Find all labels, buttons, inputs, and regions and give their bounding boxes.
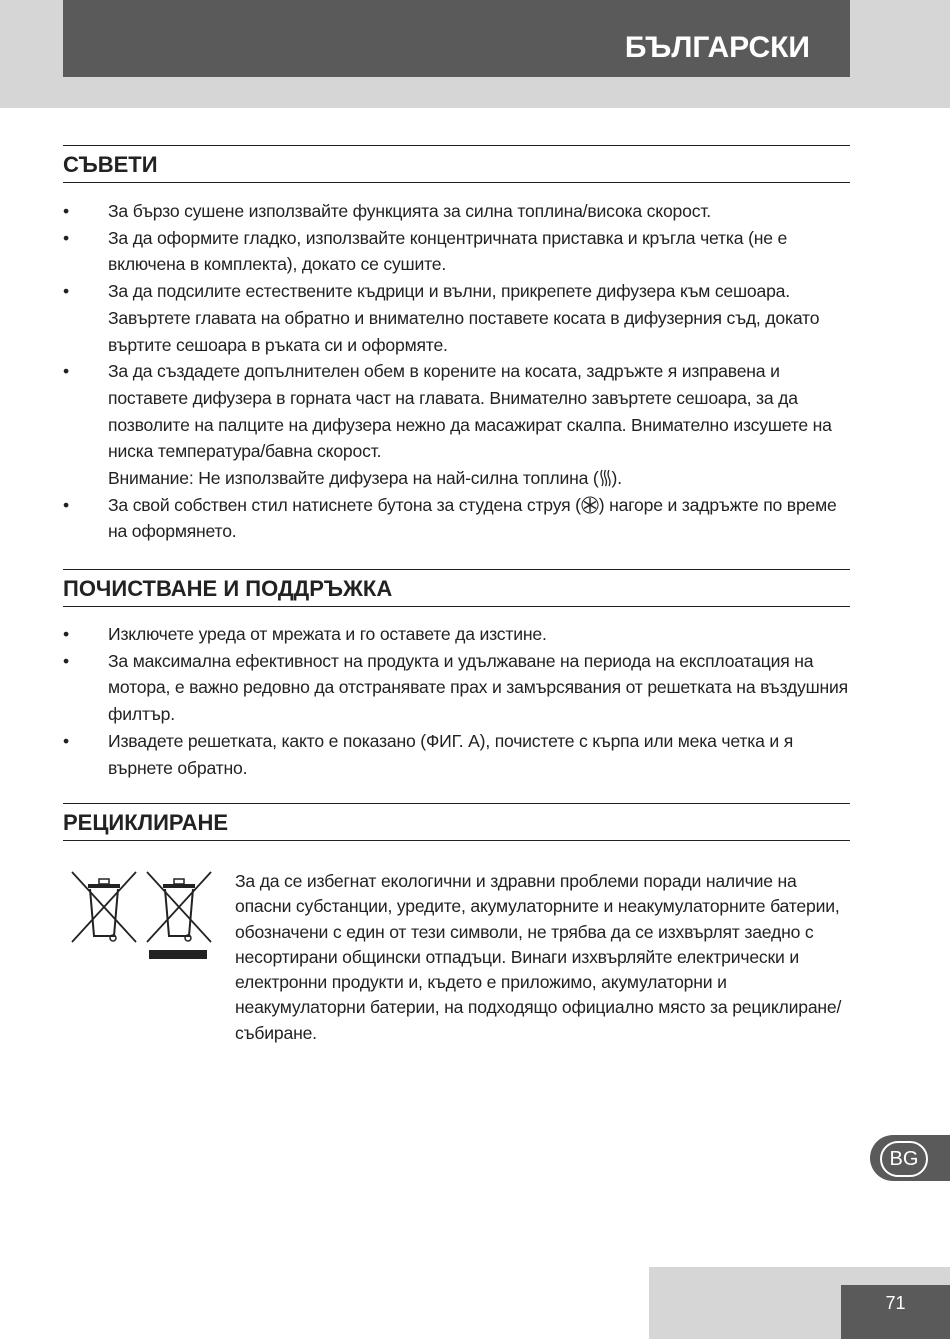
weee-symbols	[66, 870, 216, 965]
language-title: БЪЛГАРСКИ	[624, 31, 810, 64]
recycling-section	[63, 803, 850, 841]
language-badge	[870, 1135, 950, 1181]
list-item: • За да подсилите естествените къдрици и вълни, прикрепете дифузера към сешоара. Завъртете главата на обратно и внимателно поставете косата в дифузерния съд, докато въртите сешоара в ръката си и оформяте.	[63, 281, 820, 355]
cleaning-heading: ПОЧИСТВАНЕ И ПОДДРЪЖКА	[63, 569, 850, 607]
language-code: BG	[880, 1141, 928, 1177]
warning-note: Внимание: Не използвайте дифузера на най-силна топлина ( ).	[108, 468, 622, 489]
heat-waves-icon	[599, 469, 612, 487]
tips-heading: СЪВЕТИ	[63, 145, 850, 183]
crossed-bin-bar-icon	[147, 872, 211, 959]
list-item: • За да оформите гладко, използвайте концентричната приставка и кръгла четка (не е включена в комплекта), докато се сушите.	[63, 227, 788, 275]
list-item: • Извадете решетката, както е показано (ФИГ. А), почистете с кърпа или мека четка и я върнете обратно.	[63, 730, 794, 778]
recycling-heading: РЕЦИКЛИРАНЕ	[63, 803, 850, 841]
list-item: • За максимална ефективност на продукта и удължаване на периода на експлоатация на мотора, е важно редовно да отстранявате прах и замърсявания от решетката на въздушния филтър.	[63, 650, 848, 725]
list-item: • За бързо сушене използвайте функцията за силна топлина/висока скорост.	[63, 201, 711, 221]
language-header	[63, 0, 850, 77]
tips-list	[63, 198, 850, 545]
list-item: • За свой собствен стил натиснете бутона за студена струя ( ) нагоре и задръжте по време на оформянето.	[63, 494, 837, 542]
cleaning-section	[63, 569, 850, 781]
list-item: • За да създадете допълнителен обем в корените на косата, задръжте я изправена и поставете дифузера в горната част на главата. Внимателно завъртете сешоара, за да позволите на палците на дифузера нежно да масажират скалпа. Внимателно изсушете на ниска температура/бавна скорост. Внимание: Не използвайте дифузера на най-силна топлина ( ).	[63, 358, 850, 492]
list-item: • Изключете уреда от мрежата и го оставете да изстине.	[63, 624, 547, 644]
cleaning-list	[63, 621, 850, 781]
page-number: 71	[841, 1285, 950, 1339]
tips-section	[63, 145, 850, 545]
recycling-text: За да се избегнат екологични и здравни проблеми поради наличие на опасни субстанции, уредите, акумулаторните и неакумулаторните батерии, обозначени с един от тези символи, не трябва да се изхвърлят заедно с несортирани общински отпадъци. Винаги изхвърляйте електрически и електронни продукти и, където е приложимо, акумулаторни и неакумулаторни батерии, на подходящо официално място за рециклиране/събиране.	[235, 871, 842, 1043]
crossed-bin-icon	[72, 872, 136, 942]
snowflake-icon	[581, 496, 599, 514]
